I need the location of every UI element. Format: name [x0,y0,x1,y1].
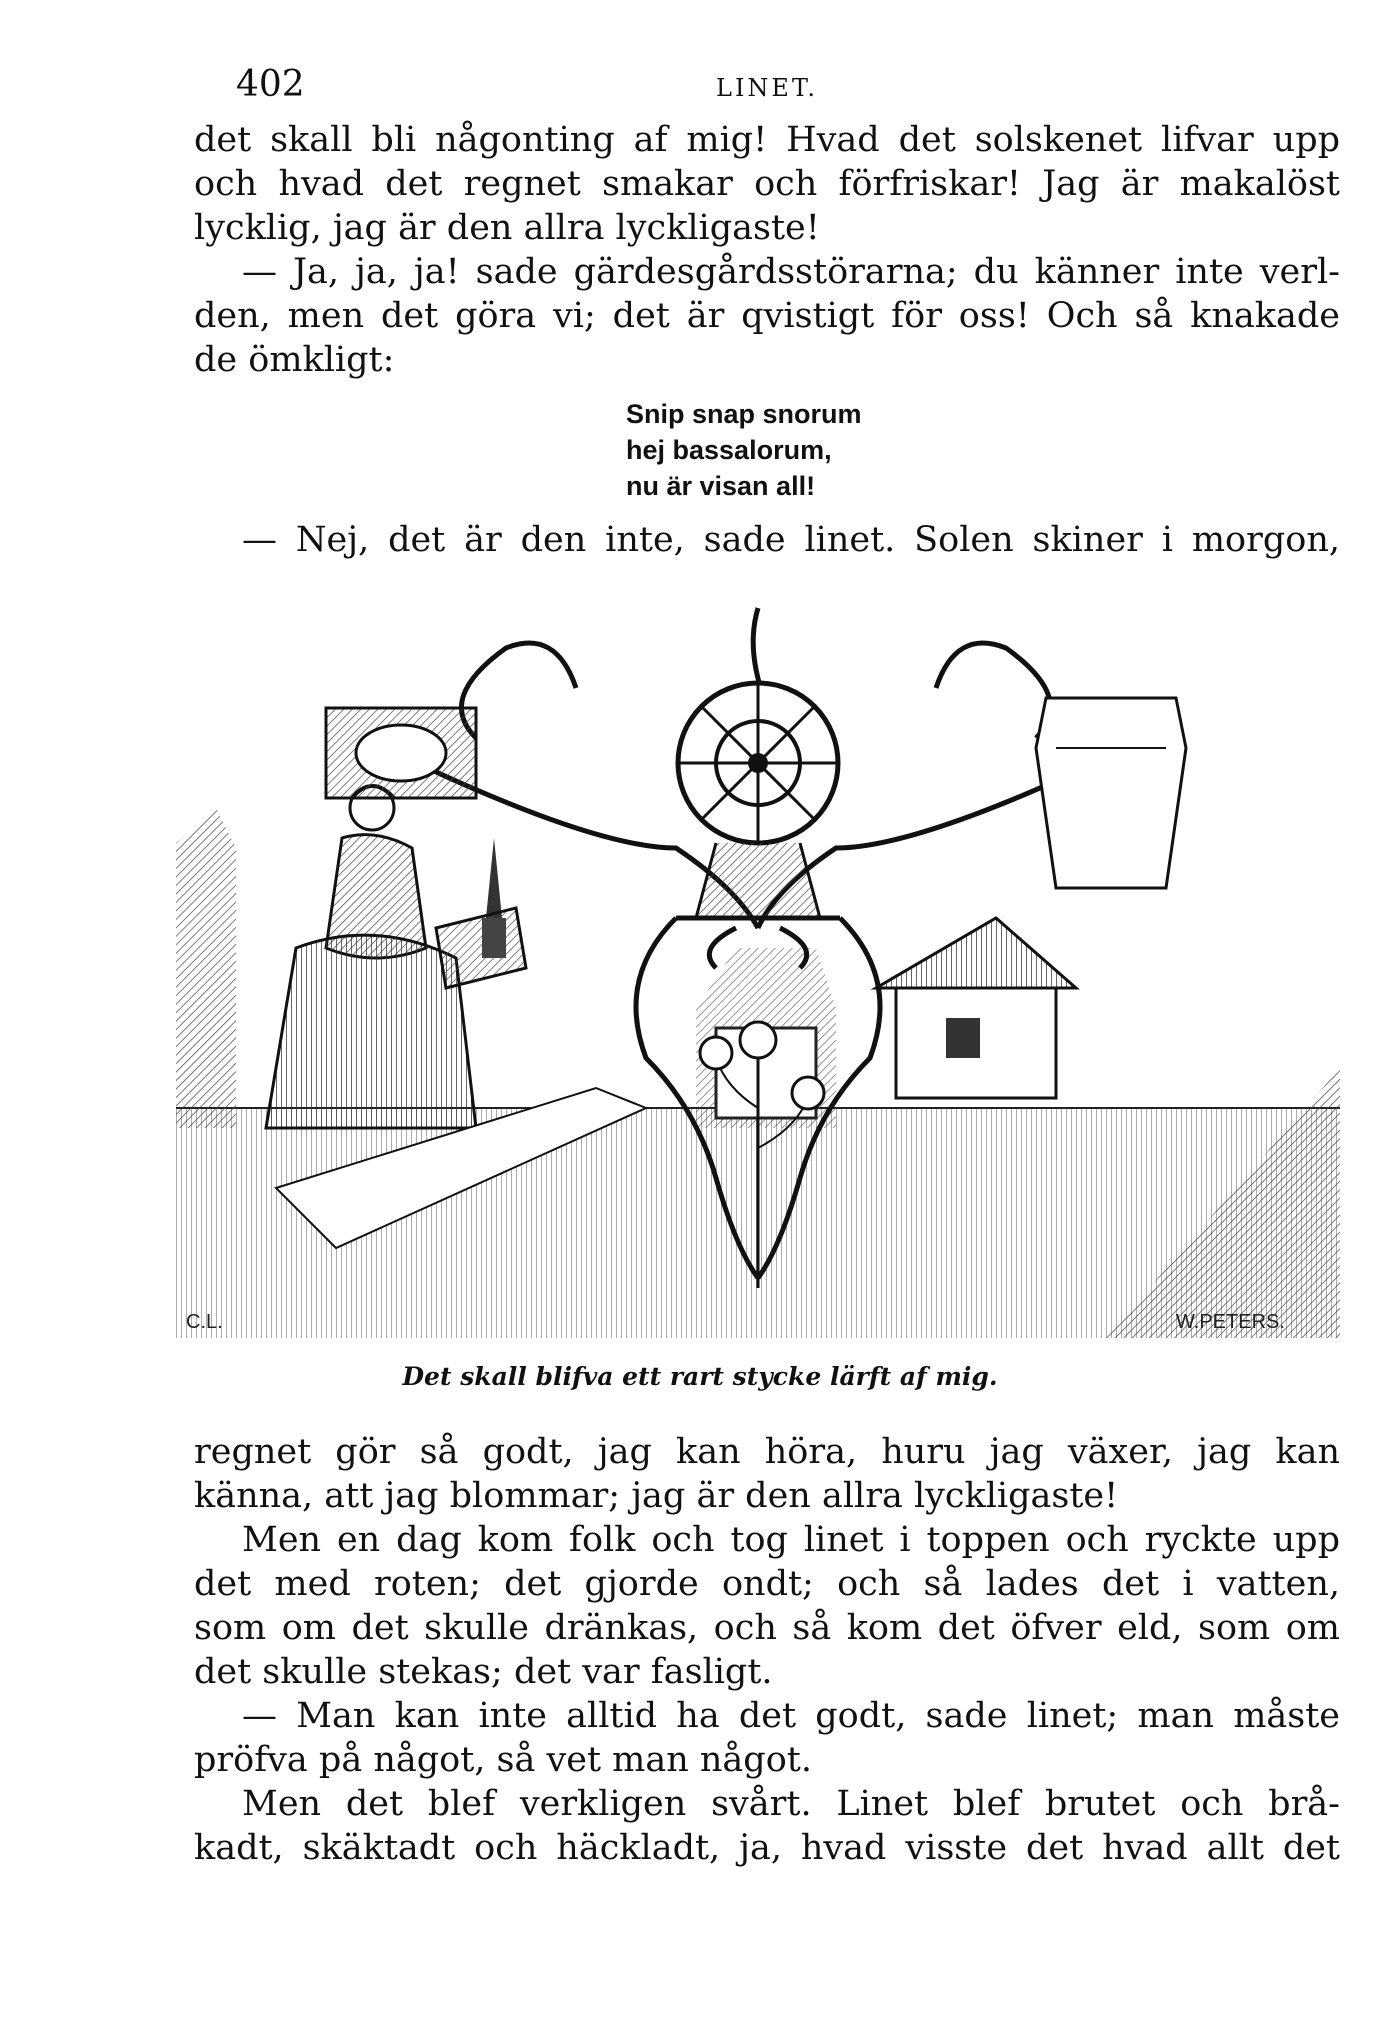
paragraph-1 [194,118,1340,250]
text-line: — Man kan inte alltid ha det godt, sade linet; man måste [242,1696,1340,1736]
text-line: pröfva på något, så vet man något. [194,1740,812,1780]
page-header [236,64,1340,114]
text-line: — Nej, det är den inte, sade linet. Solen skiner i morgon, [242,520,1340,560]
paragraph-2 [194,250,1340,382]
text-line: de ömkligt: [194,340,395,380]
verse-line: Snip snap snorum [626,399,862,429]
verse-line: hej bassalorum, [626,435,832,465]
text-line: det skulle stekas; det var fasligt. [194,1652,773,1692]
paragraph-3 [194,518,1340,562]
text-line: lycklig, jag är den allra lyckligaste! [194,208,820,248]
engraving-illustration [176,588,1340,1338]
text-line: som om det skulle dränkas, och så kom det öfver eld, som om [194,1608,1340,1648]
engraving-svg [176,588,1340,1338]
running-title: LINET. [716,74,819,102]
book-ornament [326,708,476,798]
text-line: den, men det göra vi; det är qvistigt för oss! Och så knakade [194,296,1340,336]
illustration-caption: Det skall blifva ett rart stycke lärft af mig. [402,1362,998,1391]
artist-signature-left: C.L. [186,1311,223,1333]
text-line: det skall bli någonting af mig! Hvad det solskenet lifvar upp [194,120,1340,160]
cottage [876,918,1076,1098]
text-line: — Ja, ja, ja! sade gärdesgårdsstörarna; du känner inte verl- [242,252,1340,292]
text-line: Men det blef verkligen svårt. Linet blef brutet och brå- [242,1784,1340,1824]
verse-line: nu är visan all! [626,471,816,501]
page-number: 402 [236,64,305,105]
paragraph-6 [194,1694,1340,1782]
text-line: känna, att jag blommar; jag är den allra lyckligaste! [194,1476,1119,1516]
text-line: Men en dag kom folk och tog linet i toppen och ryckte upp [242,1520,1340,1560]
verse [626,396,862,504]
text-line: det med roten; det gjorde ondt; och så lades det i vatten, [194,1564,1340,1604]
text-line: regnet gör så godt, jag kan höra, huru jag växer, jag kan [194,1432,1340,1472]
paragraph-7 [194,1782,1340,1870]
artist-signature-right: W.PETERS. [1176,1311,1285,1333]
text-line: kadt, skäktadt och häckladt, ja, hvad visste det hvad allt det [194,1828,1340,1868]
paragraph-4 [194,1430,1340,1518]
spinning-wheel [676,683,840,918]
paragraph-5 [194,1518,1340,1694]
hanging-shirt [1036,698,1186,888]
text-line: och hvad det regnet smakar och förfriskar! Jag är makalöst [194,164,1340,204]
